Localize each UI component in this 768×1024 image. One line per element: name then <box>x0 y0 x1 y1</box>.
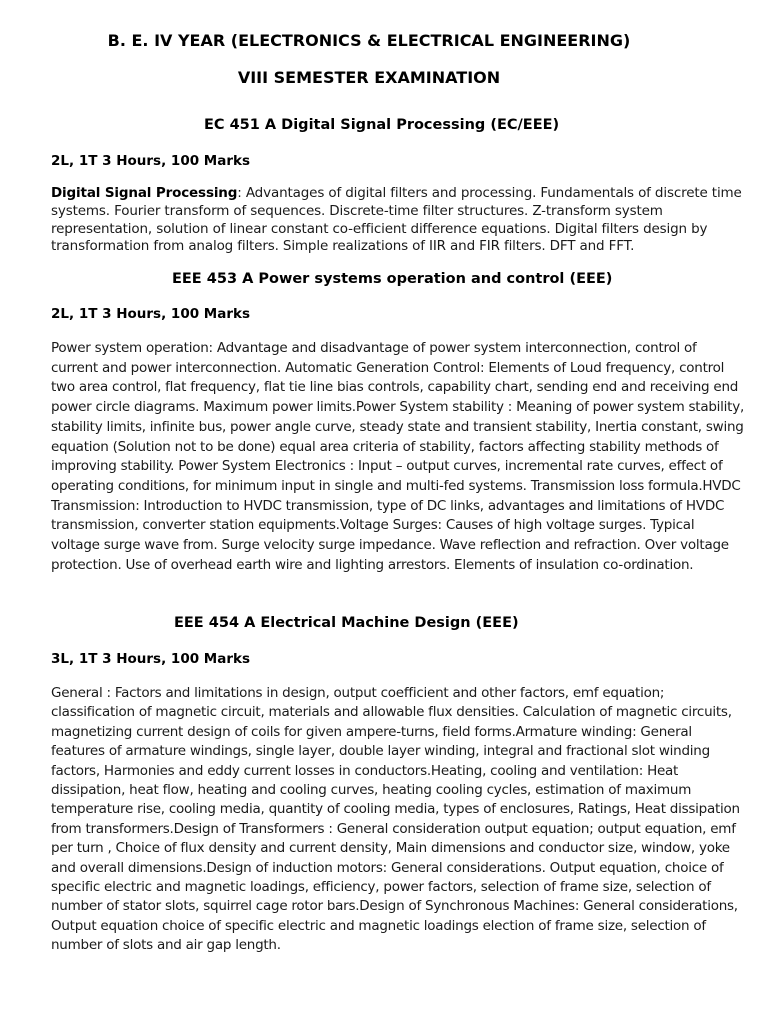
course-title-eee454: EEE 454 A Electrical Machine Design (EEE) <box>174 615 519 631</box>
course-marks-eee454: 3L, 1T 3 Hours, 100 Marks <box>51 651 251 667</box>
degree-heading: B. E. IV YEAR (ELECTRONICS & ELECTRICAL ENGINEERING) <box>107 31 631 50</box>
course-description-ec451 <box>51 185 747 256</box>
course-marks-eee453: 2L, 1T 3 Hours, 100 Marks <box>51 306 251 322</box>
course-body-ec451: : Advantages of digital filters and processing. Fundamentals of discrete time systems. Fourier transform of sequences. Discrete-time filter structures. Z-transform system representation, solution of linear constant co-efficient difference equations. Digital filters design by transformation from analog filters. Simple realizations of IIR and FIR filters. DFT and FFT. <box>51 185 742 255</box>
course-title-ec451: EC 451 A Digital Signal Processing (EC/EEE) <box>204 117 560 133</box>
course-description-eee453: Power system operation: Advantage and disadvantage of power system interconnection, control of current and power interconnection. Automatic Generation Control: Elements of Loud frequency, control two area control, flat frequency, flat tie line bias controls, capability chart, sending end and receiving end power circle diagrams. Maximum power limits.Power System stability : Meaning of power system stability, stability limits, infinite bus, power angle curve, steady state and transient stability, Inertia constant, swing equation (Solution not to be done) equal area criteria of stability, factors affecting stability methods of improving stability. Power System Electronics : Input – output curves, incremental rate curves, effect of operating conditions, for minimum input in single and multi-fed systems. Transmission loss formula.HVDC Transmission: Introduction to HVDC transmission, type of DC links, advantages and limitations of HVDC transmission, converter station equipments.Voltage Surges: Causes of high voltage surges. Typical voltage surge wave from. Surge velocity surge impedance. Wave reflection and refraction. Over voltage protection. Use of overhead earth wire and lighting arrestors. Elements of insulation co-ordination. <box>51 340 744 573</box>
course-description-eee454: General : Factors and limitations in design, output coefficient and other factors, emf equation; classification of magnetic circuit, materials and allowable flux densities. Calculation of magnetic circuits, magnetizing current design of coils for given ampere-turns, field forms.Armature winding: General features of armature windings, single layer, double layer winding, integral and fractional slot winding factors, Harmonies and eddy current losses in conductors.Heating, cooling and ventilation: Heat dissipation, heat flow, heating and cooling curves, heating cooling cycles, estimation of maximum temperature rise, cooling media, quantity of cooling media, types of enclosures, Ratings, Heat dissipation from transformers.Design of Transformers : General consideration output equation; output equation, emf per turn , Choice of flux density and current density, Main dimensions and conductor size, window, yoke and overall dimensions.Design of induction motors: General considerations. Output equation, choice of specific electric and magnetic loadings, efficiency, power factors, selection of frame size, selection of number of stator slots, squirrel cage rotor bars.Design of Synchronous Machines: General considerations, Output equation choice of specific electric and magnetic loadings election of frame size, selection of number of slots and air gap length. <box>51 685 740 954</box>
exam-heading: VIII SEMESTER EXAMINATION <box>237 68 501 87</box>
course-lead-ec451: Digital Signal Processing <box>51 185 238 201</box>
course-title-eee453: EEE 453 A Power systems operation and control (EEE) <box>172 271 613 287</box>
course-marks-ec451: 2L, 1T 3 Hours, 100 Marks <box>51 153 251 169</box>
